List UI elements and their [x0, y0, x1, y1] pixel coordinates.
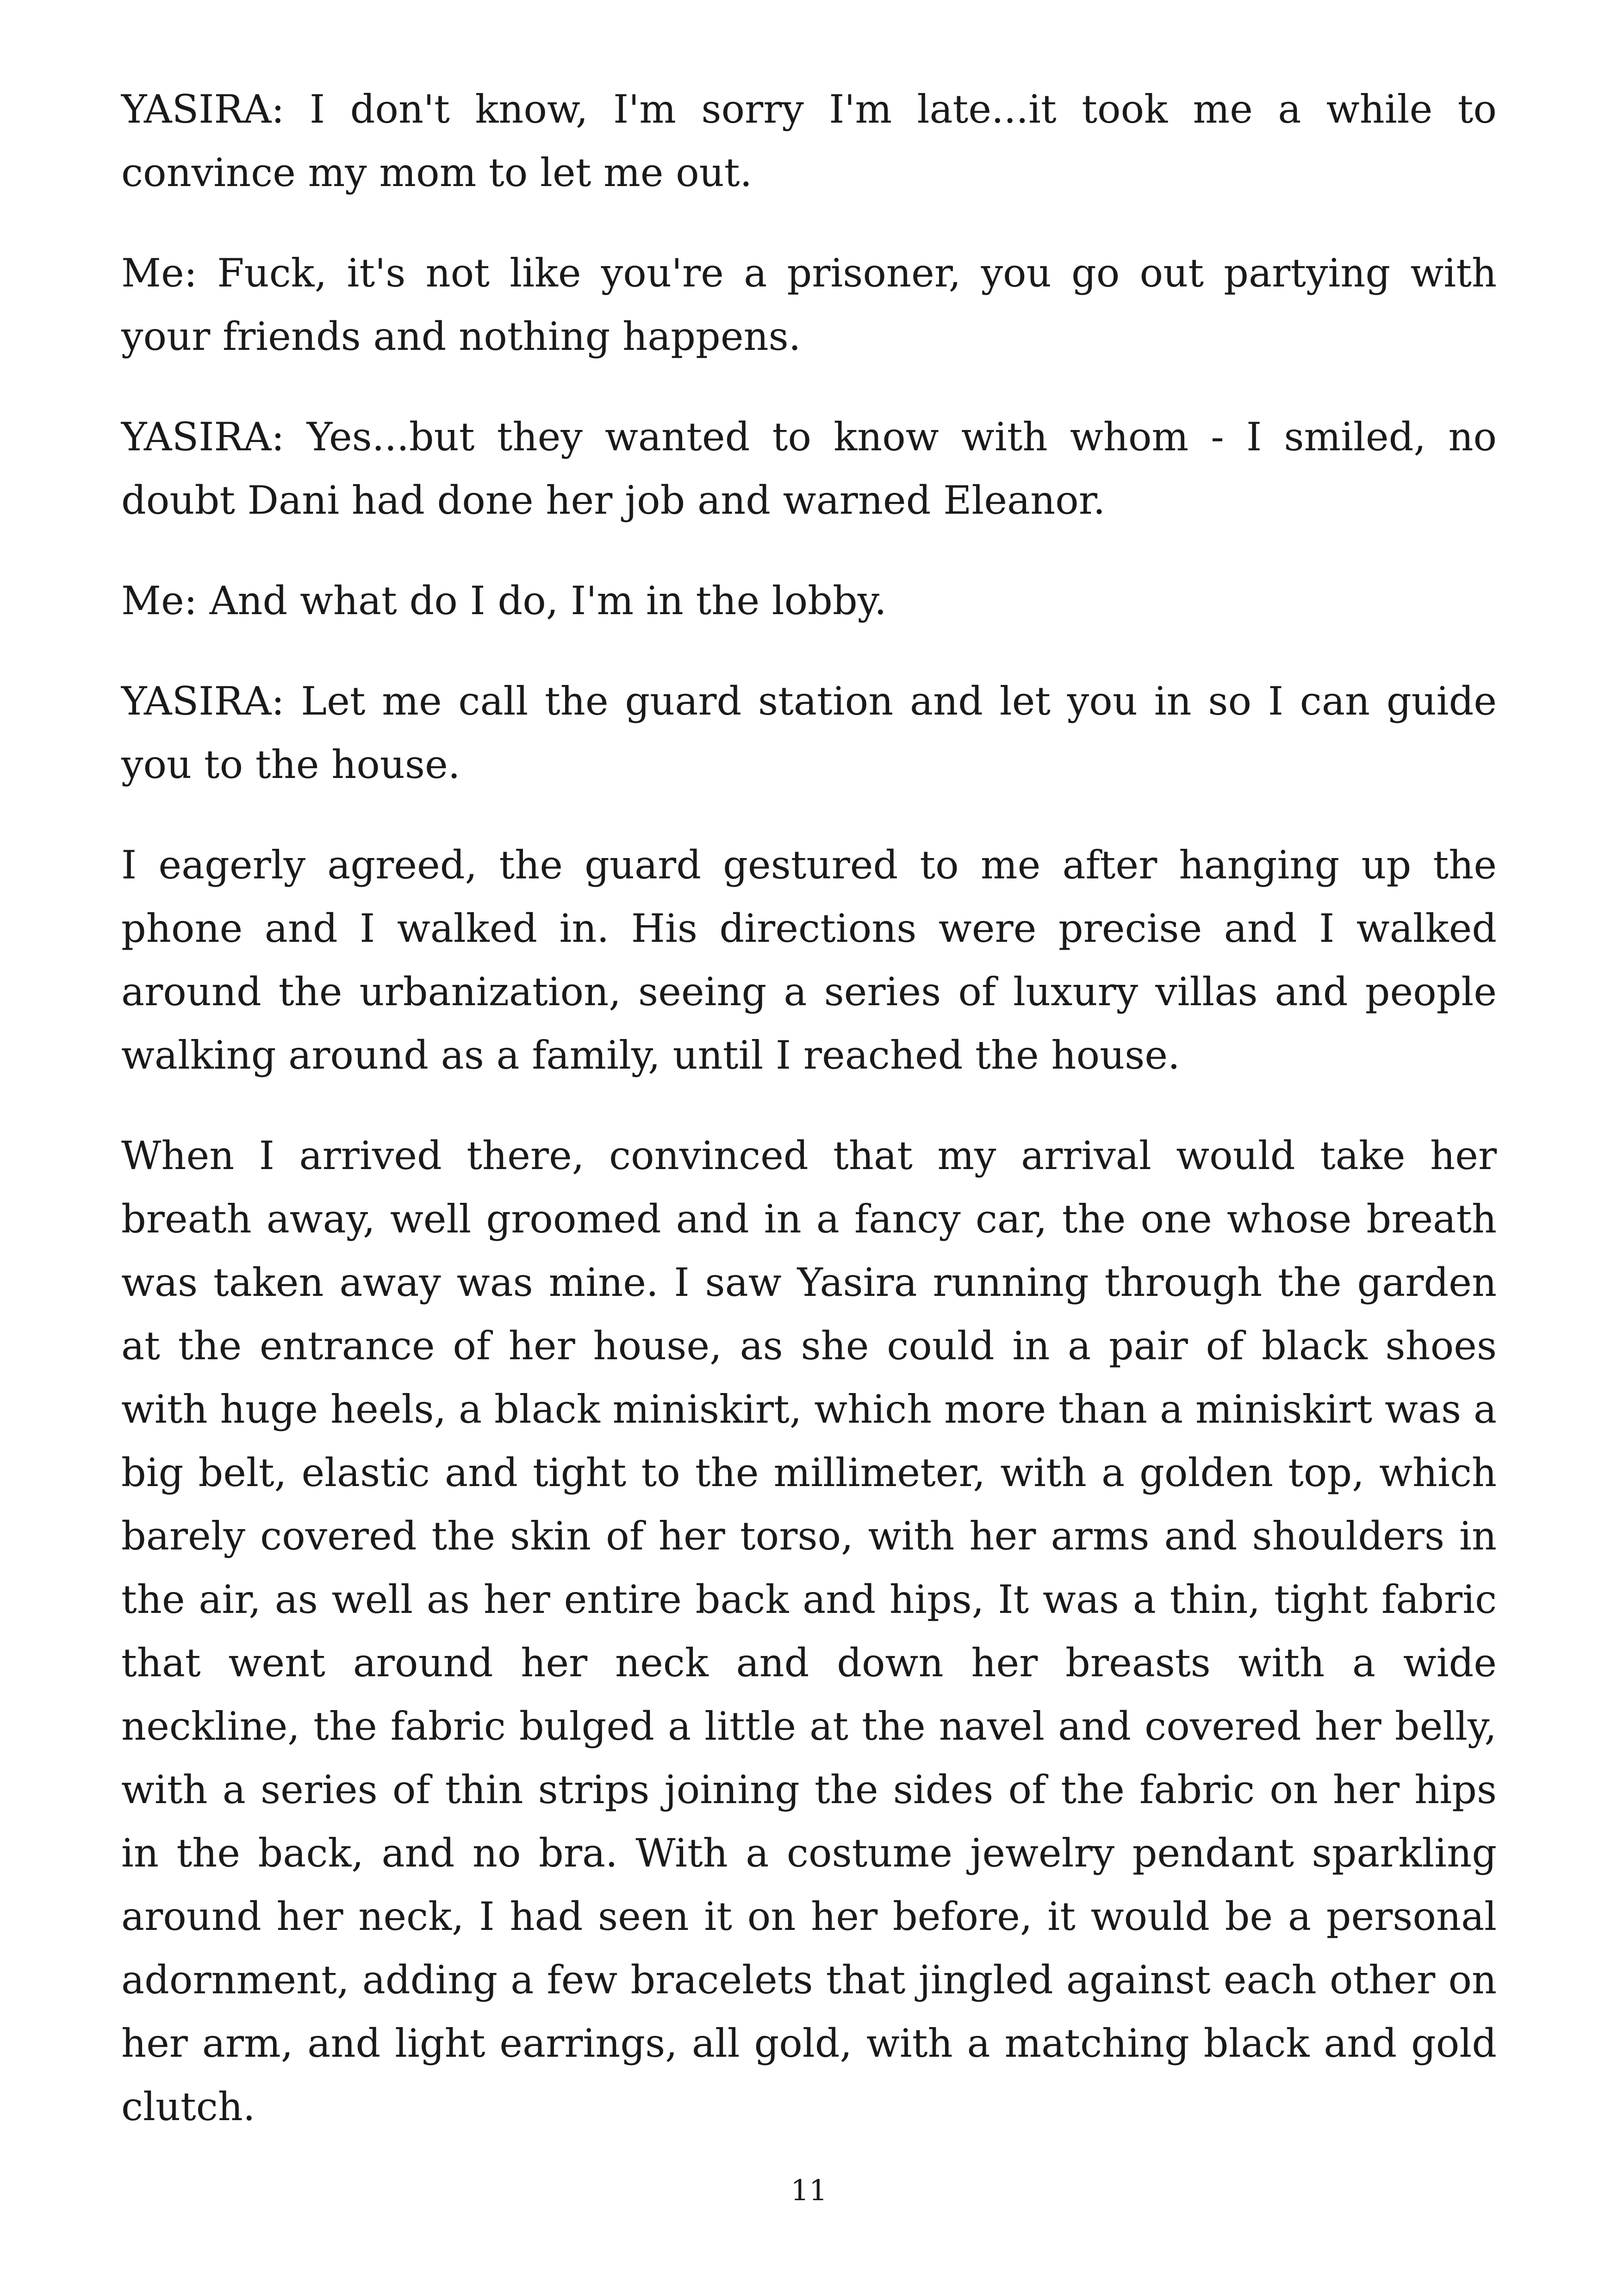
document-body	[121, 78, 1497, 2176]
paragraph-6: I eagerly agreed, the guard gestured to me after hanging up the phone and I walked in. His directions were precise and I walked around the urbanization, seeing a series of luxury villas and people walking around as a family, until I reached the house.	[121, 842, 1497, 1078]
paragraph-1: YASIRA: I don't know, I'm sorry I'm late...it took me a while to convince my mom to let me out.	[121, 87, 1497, 195]
paragraph-3: YASIRA: Yes...but they wanted to know with whom - I smiled, no doubt Dani had done her job and warned Eleanor.	[121, 414, 1497, 523]
paragraph-4: Me: And what do I do, I'm in the lobby.	[121, 578, 887, 623]
paragraph-7: When I arrived there, convinced that my arrival would take her breath away, well groomed and in a fancy car, the one whose breath was taken away was mine. I saw Yasira running through the garden at the entrance of her house, as she could in a pair of black shoes with huge heels, a black miniskirt, which more than a miniskirt was a big belt, elastic and tight to the millimeter, with a golden top, which barely covered the skin of her torso, with her arms and shoulders in the air, as well as her entire back and hips, It was a thin, tight fabric that went around her neck and down her breasts with a wide neckline, the fabric bulged a little at the navel and covered her belly, with a series of thin strips joining the sides of the fabric on her hips in the back, and no bra. With a costume jewelry pendant sparkling around her neck, I had seen it on her before, it would be a personal adornment, adding a few bracelets that jingled against each other on her arm, and light earrings, all gold, with a matching black and gold clutch.	[121, 1133, 1497, 2129]
paragraph-5: YASIRA: Let me call the guard station and let you in so I can guide you to the house.	[121, 678, 1497, 787]
paragraph-2: Me: Fuck, it's not like you're a prisoner, you go out partying with your friends and nothing happens.	[121, 250, 1497, 359]
page-number: 11	[790, 2173, 828, 2207]
